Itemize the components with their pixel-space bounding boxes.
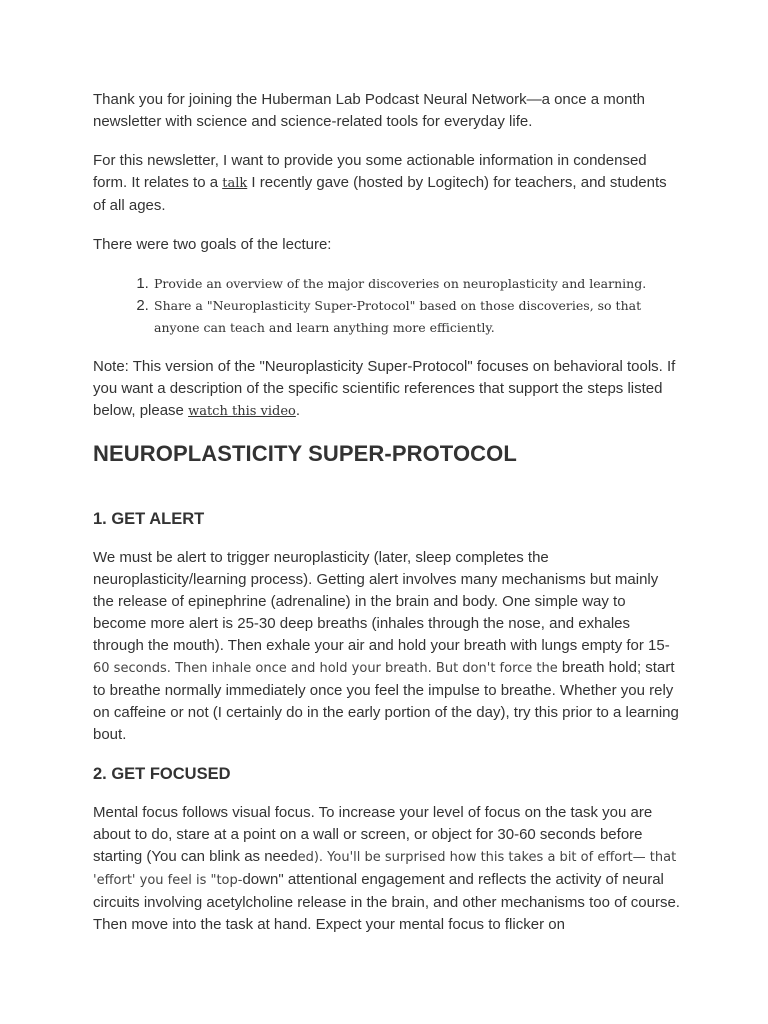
section-heading-get-alert: 1. GET ALERT	[93, 510, 205, 528]
get-focused-text: ed). You'll be surprised how this takes a bit of effort— that 'effort' you feel is "top-	[93, 850, 677, 888]
note-paragraph	[93, 356, 683, 423]
get-alert-text: 60 seconds. Then inhale once and hold your breath. But don't force the	[93, 661, 558, 676]
section-heading-get-focused: 2. GET FOCUSED	[93, 765, 231, 783]
goals-list	[93, 273, 683, 339]
newsletter-content	[93, 89, 683, 936]
goals-intro: There were two goals of the lecture:	[93, 236, 332, 253]
goal-item: 1. Provide an overview of the major discoveries on neuroplasticity and learning.	[153, 273, 683, 295]
note-text-before: Note: This version of the "Neuroplasticity Super-Protocol" focuses on behavioral tools. If you want a description of the specific scientific references that support the steps listed below, please	[93, 358, 676, 419]
goal-item: 2. Share a "Neuroplasticity Super-Protocol" based on those discoveries, so that anyone can teach and learn anything more efficiently.	[153, 295, 683, 339]
note-text-after: .	[295, 402, 301, 419]
context-text-after: I recently gave (hosted by Logitech) for teachers, and students of all ages.	[93, 174, 667, 214]
get-focused-text: Mental focus follows visual focus. To increase your level of focus on the task you are about to do, stare at a point on a wall or screen, or object for 30-60 seconds before starting (You can blink as need	[93, 804, 653, 865]
talk-link[interactable]: talk	[222, 176, 248, 191]
get-focused-text: down" attentional engagement and reflects the activity of neural circuits involving acetylcholine release in the brain, and other mechanisms too of course. Then move into the task at hand. Expect your mental focus to flicker on	[93, 871, 680, 933]
protocol-title: NEUROPLASTICITY SUPER-PROTOCOL	[93, 441, 517, 466]
watch-video-link[interactable]: watch this video	[188, 404, 296, 419]
context-paragraph	[93, 150, 683, 217]
context-text-before: For this newsletter, I want to provide you some actionable information in condensed form. It relates to a	[93, 152, 647, 191]
get-alert-paragraph	[93, 547, 683, 746]
intro-paragraph: Thank you for joining the Huberman Lab Podcast Neural Network—a once a month newsletter with science and science-related tools for everyday life.	[93, 91, 645, 130]
get-alert-text: We must be alert to trigger neuroplasticity (later, sleep completes the neuroplasticity/learning process). Getting alert involves many mechanisms but mainly the release of epinephrine (adrenaline) in the brain and body. One simple way to become more alert is 25-30 deep breaths (inhales through the nose, and exhales through the mouth). Then exhale your air and hold your breath with lungs empty for 15-	[93, 549, 670, 654]
get-alert-text: breath hold; start to breathe normally immediately once you feel the impulse to breathe. Whether you rely on caffeine or not (I certainly do in the early portion of the day), try this prior to a learning bout.	[93, 659, 679, 743]
get-focused-paragraph	[93, 802, 683, 936]
